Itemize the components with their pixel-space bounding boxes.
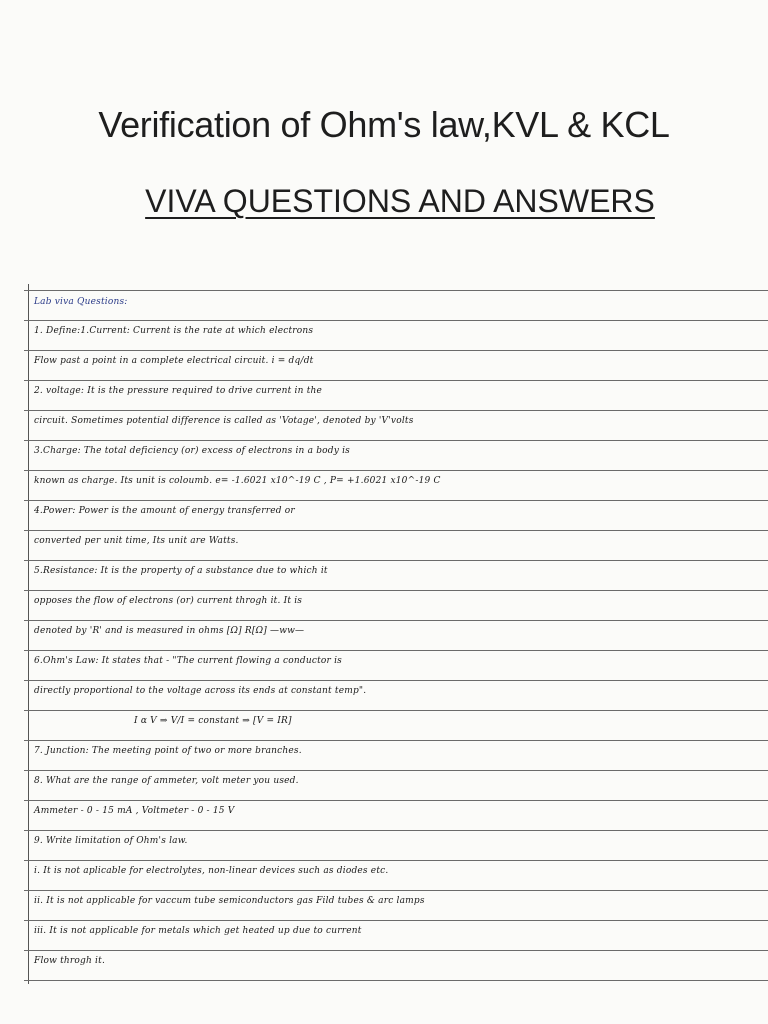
note-line: 8. What are the range of ammeter, volt meter you used. <box>34 776 299 786</box>
ruled-line <box>24 680 768 681</box>
note-line: 7. Junction: The meeting point of two or more branches. <box>34 746 302 756</box>
ruled-line <box>24 980 768 981</box>
ruled-line <box>24 380 768 381</box>
ruled-line <box>24 920 768 921</box>
ruled-line <box>24 500 768 501</box>
notebook-margin-line <box>28 284 29 984</box>
ruled-line <box>24 740 768 741</box>
note-line: converted per unit time, Its unit are Watts. <box>34 536 239 546</box>
ruled-line <box>24 440 768 441</box>
ruled-line <box>24 320 768 321</box>
ruled-line <box>24 560 768 561</box>
ruled-line <box>24 530 768 531</box>
notes-heading: Lab viva Questions: <box>34 297 128 307</box>
note-line: 2. voltage: It is the pressure required to drive current in the <box>34 386 323 396</box>
ruled-line <box>24 350 768 351</box>
note-line: Ammeter - 0 - 15 mA , Voltmeter - 0 - 15 V <box>34 806 235 816</box>
note-line: 5.Resistance: It is the property of a substance due to which it <box>34 566 328 576</box>
note-line: known as charge. Its unit is coloumb. e= -1.6021 x10^-19 C , P= +1.6021 x10^-19 C <box>34 476 441 486</box>
subtitle-text: VIVA QUESTIONS AND ANSWERS <box>145 183 655 219</box>
note-line: iii. It is not applicable for metals which get heated up due to current <box>34 926 362 936</box>
note-line: i. It is not aplicable for electrolytes, non-linear devices such as diodes etc. <box>34 866 389 876</box>
ruled-line <box>24 710 768 711</box>
note-line: opposes the flow of electrons (or) current throgh it. It is <box>34 596 303 606</box>
note-line: directly proportional to the voltage across its ends at constant temp". <box>34 686 367 696</box>
note-line: 1. Define:1.Current: Current is the rate at which electrons <box>34 326 314 336</box>
ruled-line <box>24 410 768 411</box>
ruled-line <box>24 770 768 771</box>
note-line: circuit. Sometimes potential difference is called as 'Votage', denoted by 'V'volts <box>34 416 414 426</box>
note-line: denoted by 'R' and is measured in ohms [Ω] R[Ω] —ww— <box>34 626 305 636</box>
note-line: Flow past a point in a complete electrical circuit. i = dq/dt <box>34 356 314 366</box>
notebook-page <box>24 284 768 984</box>
note-line: 4.Power: Power is the amount of energy transferred or <box>34 506 295 516</box>
ruled-line <box>24 470 768 471</box>
page-subtitle <box>0 183 768 220</box>
note-line: 6.Ohm's Law: It states that - "The current flowing a conductor is <box>34 656 342 666</box>
ruled-line <box>24 290 768 291</box>
note-line: I α V ⇒ V/I = constant ⇒ [V = IR] <box>134 716 292 726</box>
ruled-line <box>24 950 768 951</box>
ruled-line <box>24 890 768 891</box>
note-line: 3.Charge: The total deficiency (or) excess of electrons in a body is <box>34 446 350 456</box>
ruled-line <box>24 650 768 651</box>
ruled-line <box>24 830 768 831</box>
note-line: ii. It is not applicable for vaccum tube semiconductors gas Fild tubes & arc lamps <box>34 896 425 906</box>
ruled-line <box>24 590 768 591</box>
ruled-line <box>24 860 768 861</box>
note-line: Flow throgh it. <box>34 956 106 966</box>
ruled-line <box>24 620 768 621</box>
ruled-line <box>24 800 768 801</box>
note-line: 9. Write limitation of Ohm's law. <box>34 836 188 846</box>
page-title: Verification of Ohm's law,KVL & KCL <box>98 104 670 145</box>
